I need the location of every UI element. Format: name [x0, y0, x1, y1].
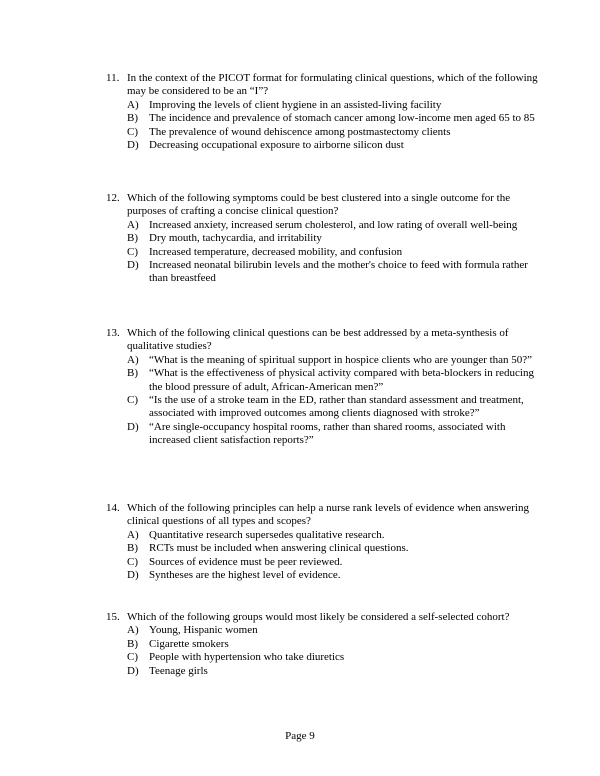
option-letter: A): [127, 98, 139, 111]
question-text: Which of the following groups would most likely be considered a self-selected cohort?: [127, 611, 510, 623]
option-text: Dry mouth, tachycardia, and irritability: [149, 232, 322, 245]
answer-options: [106, 529, 546, 583]
answer-options: [106, 354, 546, 448]
option-letter: C): [127, 651, 138, 664]
option-letter: B): [127, 542, 138, 555]
question-12: [106, 192, 546, 286]
option-letter: A): [127, 528, 139, 541]
option-c: [106, 394, 546, 421]
answer-options: [106, 219, 546, 286]
option-text: The incidence and prevalence of stomach cancer among low-income men aged 65 to 85: [149, 112, 535, 125]
question-text: Which of the following clinical questions can be best addressed by a meta-synthesis of qualitative studies?: [127, 327, 509, 353]
option-letter: D): [127, 420, 139, 433]
option-letter: C): [127, 245, 138, 258]
option-letter: C): [127, 125, 138, 138]
option-text: Decreasing occupational exposure to airborne silicon dust: [149, 139, 404, 152]
question-stem: [106, 502, 546, 529]
option-b: [106, 367, 546, 394]
option-letter: D): [127, 664, 139, 677]
option-text: The prevalence of wound dehiscence among postmastectomy clients: [149, 125, 451, 138]
option-c: [106, 246, 546, 259]
option-d: [106, 569, 546, 582]
question-number: 11.: [106, 72, 120, 84]
option-text: People with hypertension who take diuretics: [149, 651, 345, 664]
option-letter: B): [127, 637, 138, 650]
option-a: [106, 529, 546, 542]
question-text: Which of the following principles can help a nurse rank levels of evidence when answering clinical questions of all types and scopes?: [127, 502, 529, 528]
question-13: [106, 327, 546, 448]
question-stem: [106, 327, 546, 354]
option-letter: A): [127, 218, 139, 231]
option-text: Increased neonatal bilirubin levels and the mother's choice to feed with formula rather than breastfeed: [149, 259, 528, 285]
option-letter: B): [127, 112, 138, 125]
option-text: RCTs must be included when answering clinical questions.: [149, 542, 409, 555]
option-text: “Are single-occupancy hospital rooms, rather than shared rooms, associated with increased client satisfaction reports?”: [149, 420, 506, 447]
option-b: [106, 638, 546, 651]
option-d: [106, 139, 546, 152]
option-d: [106, 259, 546, 286]
option-text: Improving the levels of client hygiene in an assisted-living facility: [149, 98, 442, 111]
question-15: [106, 611, 546, 678]
question-number: 13.: [106, 327, 120, 339]
page-number: Page 9: [285, 730, 315, 742]
question-text: Which of the following symptoms could be best clustered into a single outcome for the purposes of crafting a concise clinical question?: [127, 192, 511, 218]
option-letter: A): [127, 624, 139, 637]
option-text: “What is the effectiveness of physical activity compared with beta-blockers in reducing the blood pressure of adult, African-American men?”: [149, 367, 534, 393]
option-b: [106, 232, 546, 245]
option-letter: B): [127, 367, 138, 380]
option-b: [106, 112, 546, 125]
option-a: [106, 99, 546, 112]
question-stem: [106, 611, 546, 624]
option-text: Young, Hispanic women: [149, 624, 258, 637]
option-text: Syntheses are the highest level of evidence.: [149, 569, 341, 582]
option-text: Cigarette smokers: [149, 637, 229, 650]
answer-options: [106, 99, 546, 153]
question-stem: [106, 72, 546, 99]
option-letter: C): [127, 555, 138, 568]
option-text: Teenage girls: [149, 664, 208, 677]
answer-options: [106, 624, 546, 678]
option-b: [106, 542, 546, 555]
question-text: In the context of the PICOT format for formulating clinical questions, which of the following may be considered to be an “I”?: [127, 72, 538, 98]
option-text: Quantitative research supersedes qualitative research.: [149, 528, 385, 541]
option-c: [106, 126, 546, 139]
question-11: [106, 72, 546, 152]
option-text: Sources of evidence must be peer reviewed.: [149, 555, 343, 568]
question-number: 14.: [106, 502, 120, 514]
option-d: [106, 421, 546, 448]
option-text: Increased temperature, decreased mobility, and confusion: [149, 245, 403, 258]
option-text: “Is the use of a stroke team in the ED, rather than standard assessment and treatment, associated with improved outcomes among clients diagnosed with stroke?”: [149, 394, 524, 420]
question-stem: [106, 192, 546, 219]
option-letter: A): [127, 353, 139, 366]
question-number: 12.: [106, 192, 120, 204]
option-a: [106, 219, 546, 232]
option-d: [106, 665, 546, 678]
question-number: 15.: [106, 611, 120, 623]
option-a: [106, 624, 546, 637]
option-text: Increased anxiety, increased serum cholesterol, and low rating of overall well-being: [149, 218, 518, 231]
option-letter: C): [127, 394, 138, 407]
question-14: [106, 502, 546, 582]
option-letter: D): [127, 139, 139, 152]
option-letter: D): [127, 259, 139, 272]
option-a: [106, 354, 546, 367]
option-letter: D): [127, 569, 139, 582]
option-letter: B): [127, 232, 138, 245]
option-c: [106, 556, 546, 569]
option-text: “What is the meaning of spiritual support in hospice clients who are younger than 50?”: [149, 353, 533, 366]
option-c: [106, 651, 546, 664]
